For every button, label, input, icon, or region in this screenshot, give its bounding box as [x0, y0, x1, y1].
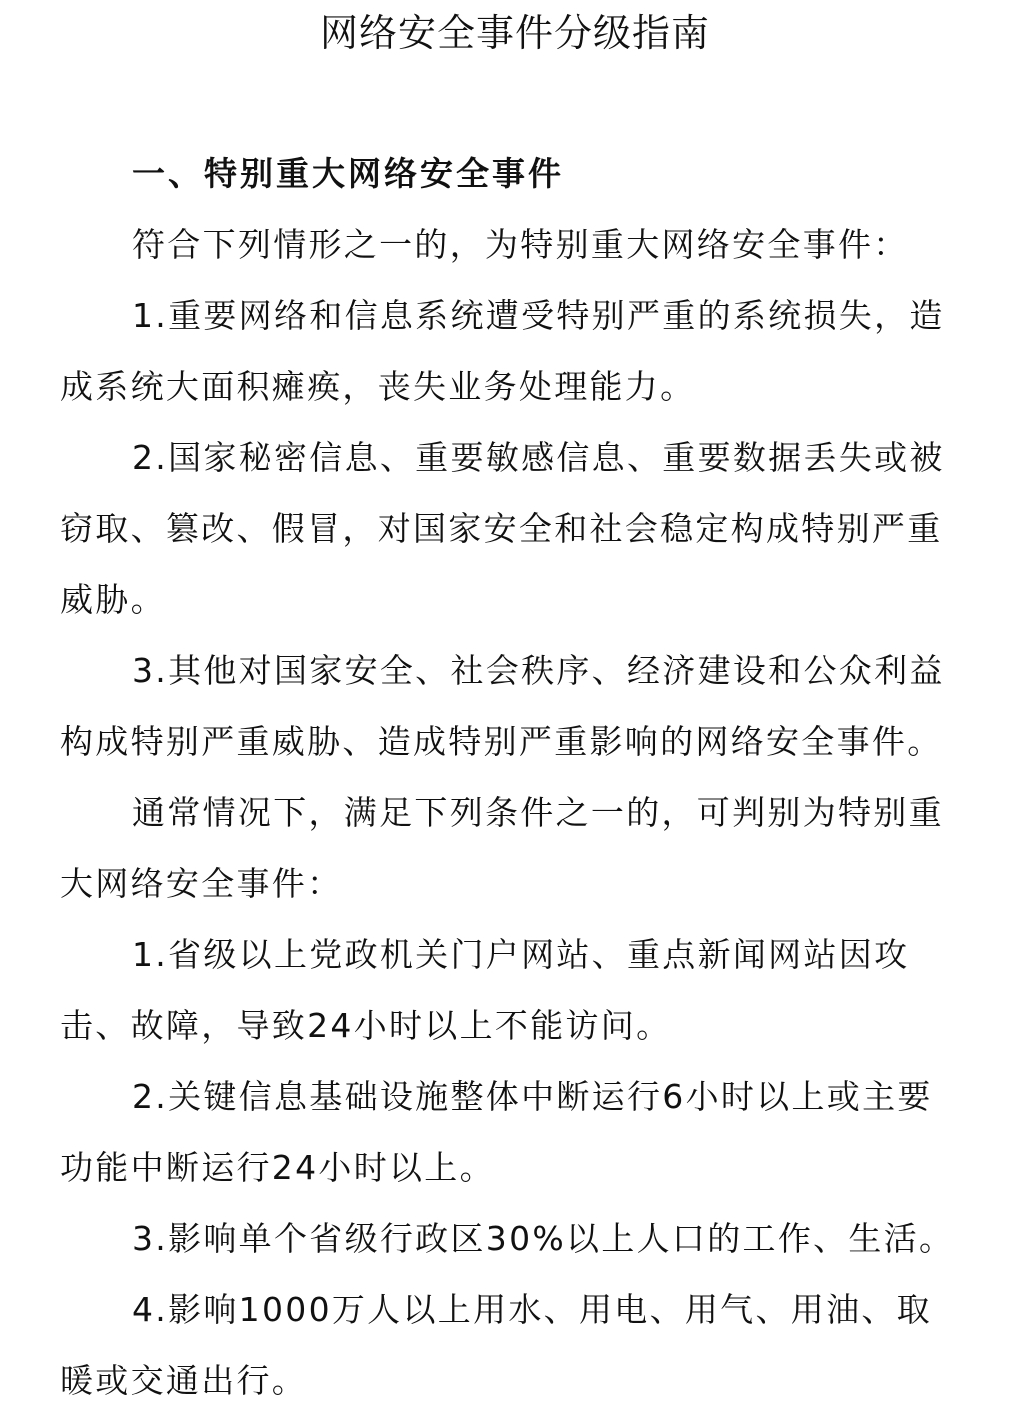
paragraph-condition-1: 1.省级以上党政机关门户网站、重点新闻网站因攻击、故障，导致24小时以上不能访问。 — [60, 935, 910, 1045]
paragraph-condition-3: 3.影响单个省级行政区30%以上人口的工作、生活。 — [132, 1219, 955, 1258]
section-heading: 一、特别重大网络安全事件 — [132, 154, 564, 193]
document-body — [60, 138, 965, 1416]
paragraph-criterion-2: 2.国家秘密信息、重要敏感信息、重要数据丢失或被窃取、篡改、假冒，对国家安全和社会稳定构成特别严重威胁。 — [60, 438, 945, 619]
document-title: 网络安全事件分级指南 — [319, 11, 710, 55]
paragraph-criterion-3: 3.其他对国家安全、社会秩序、经济建设和公众利益构成特别严重威胁、造成特别严重影响的网络安全事件。 — [60, 651, 945, 761]
paragraph-condition-2: 2.关键信息基础设施整体中断运行6小时以上或主要功能中断运行24小时以上。 — [60, 1077, 933, 1187]
paragraph-criterion-1: 1.重要网络和信息系统遭受特别严重的系统损失，造成系统大面积瘫痪，丧失业务处理能力。 — [60, 296, 945, 406]
paragraph-condition-4: 4.影响1000万人以上用水、用电、用气、用油、取暖或交通出行。 — [60, 1290, 932, 1400]
paragraph-criteria-intro: 符合下列情形之一的，为特别重大网络安全事件： — [132, 225, 909, 264]
paragraph-conditions-intro: 通常情况下，满足下列条件之一的，可判别为特别重大网络安全事件： — [60, 793, 944, 903]
